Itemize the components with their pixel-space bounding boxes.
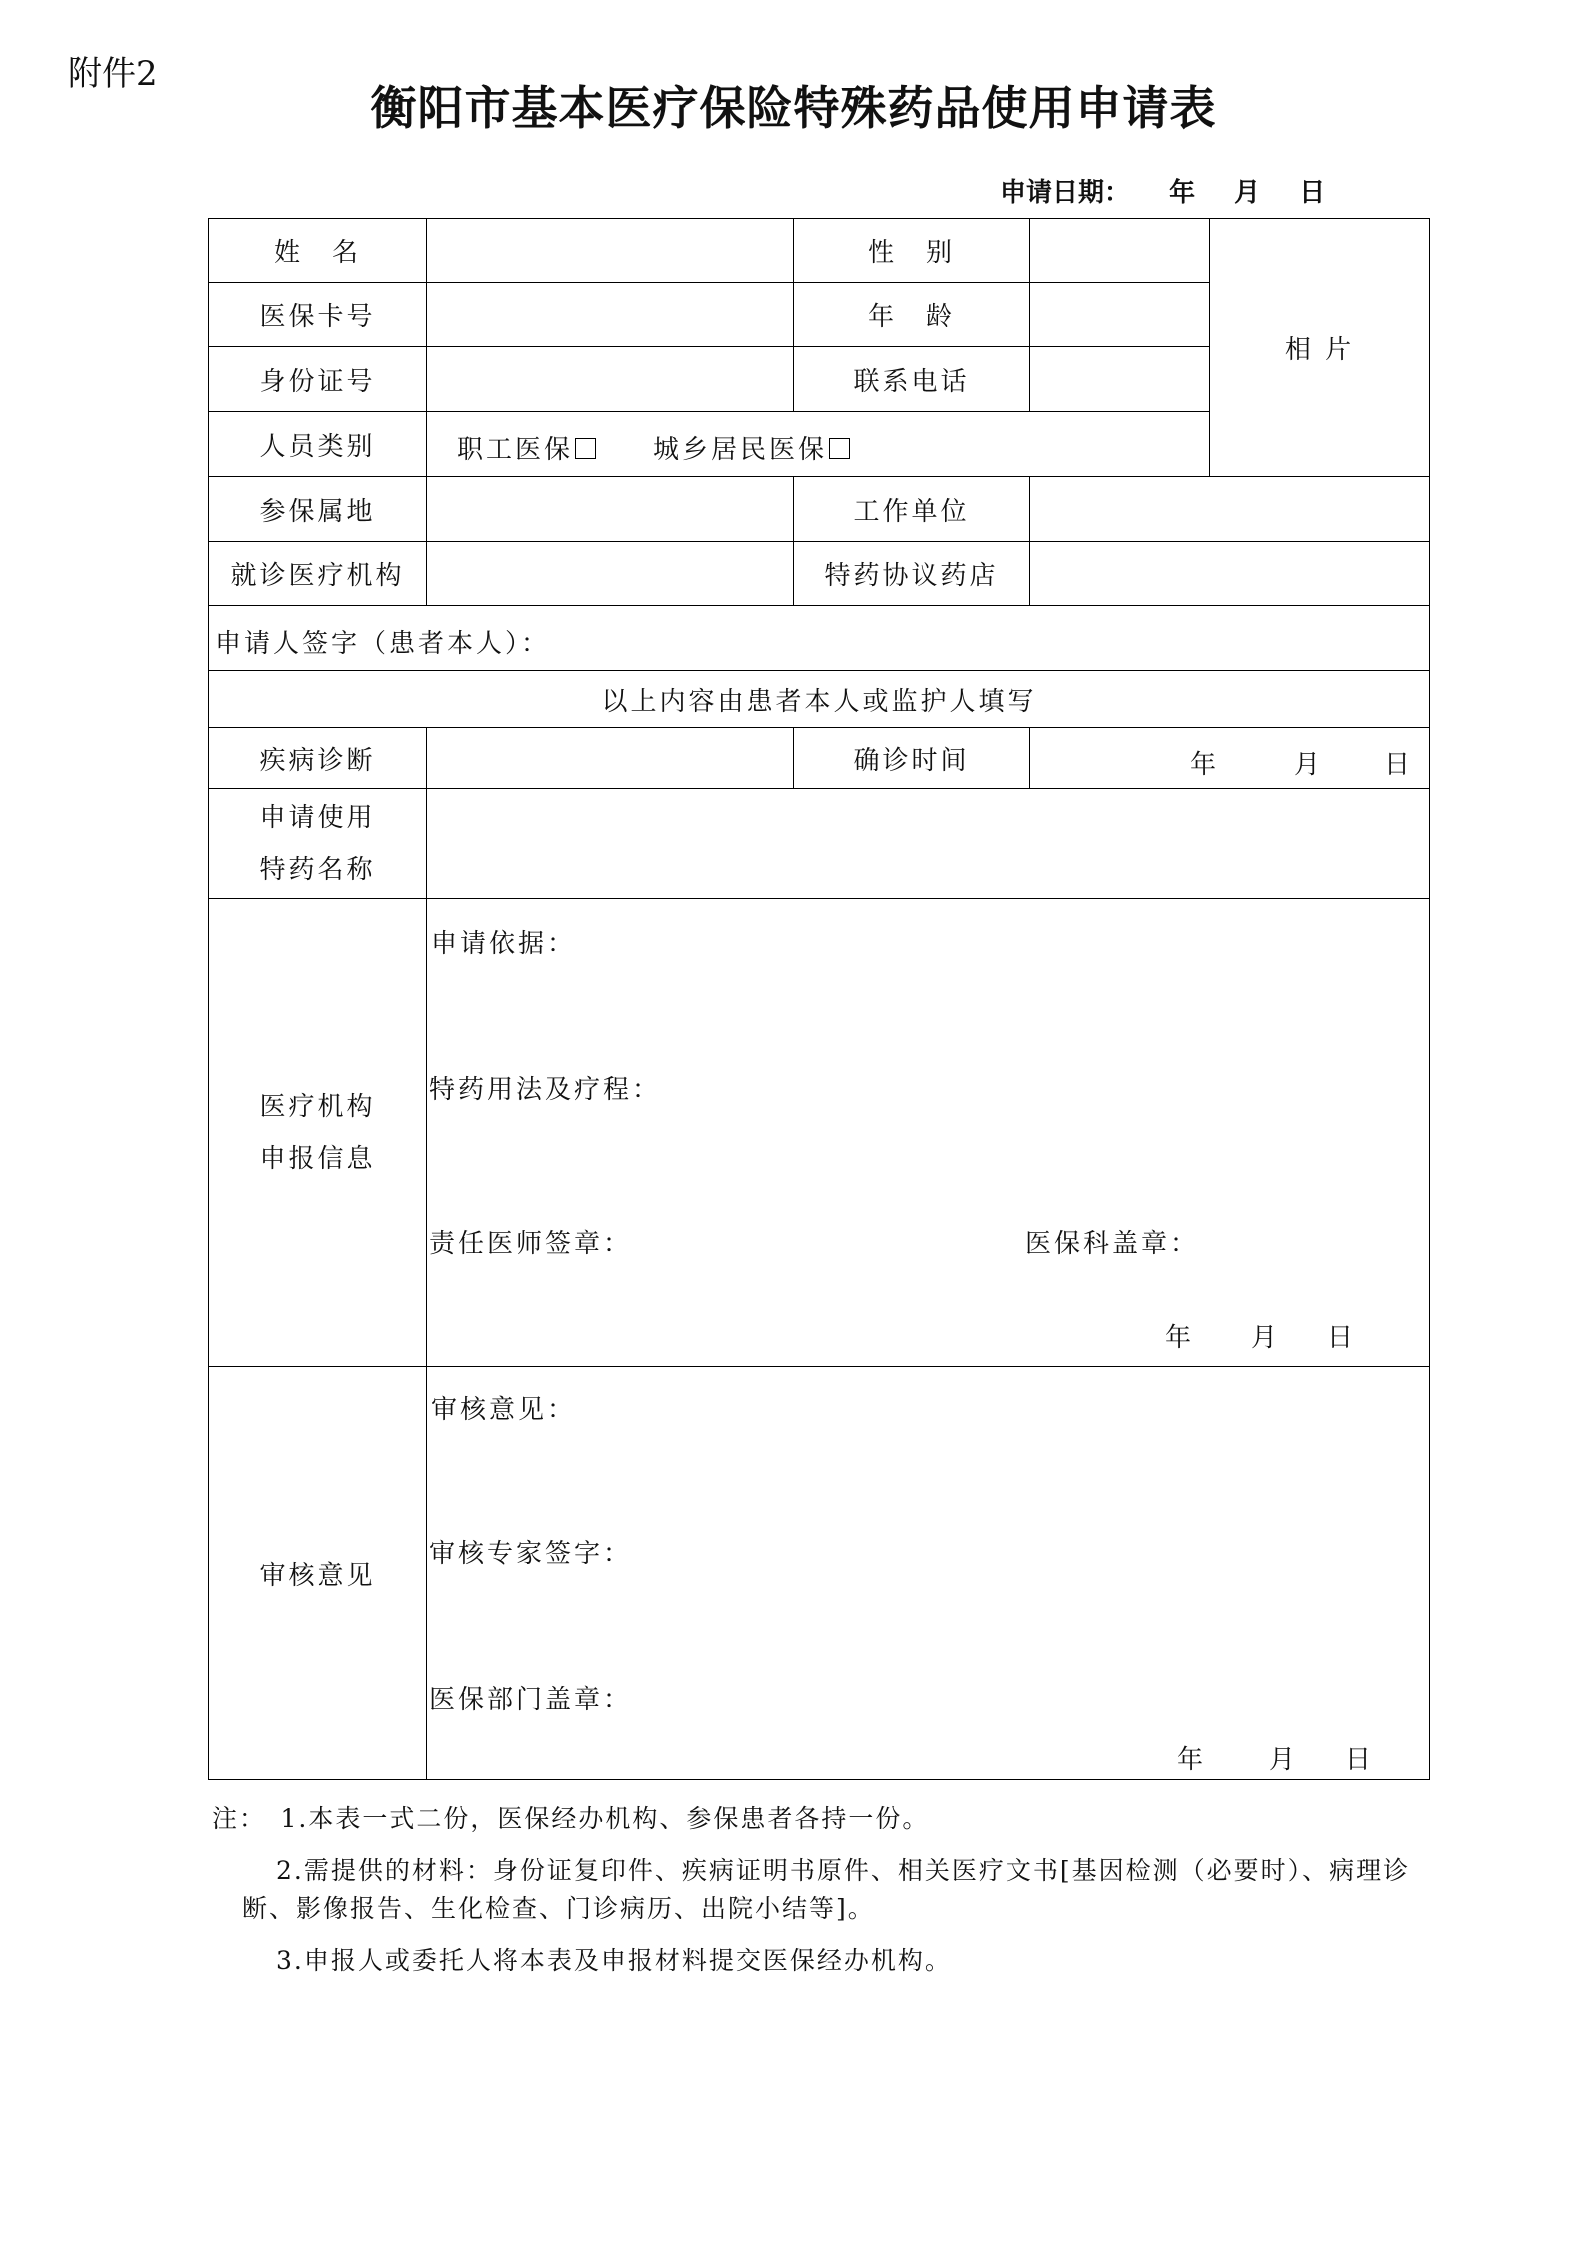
input-card-no[interactable] <box>426 282 794 347</box>
label-applicant-sign: 申请人签字（患者本人）： <box>215 629 551 659</box>
option-employee[interactable] <box>457 429 596 466</box>
label-review: 审核意见 <box>208 1366 427 1780</box>
input-insured-place[interactable] <box>426 476 794 542</box>
input-pharmacy[interactable] <box>1029 541 1430 606</box>
review-day: 日 <box>1345 1745 1375 1775</box>
diag-month: 月 <box>1294 750 1324 780</box>
input-id-no[interactable] <box>426 346 794 412</box>
notes <box>212 1800 1432 1994</box>
person-type-options <box>426 411 1210 477</box>
label-gender: 性 别 <box>793 218 1030 283</box>
review-area[interactable] <box>426 1366 1430 1780</box>
input-diagnosis-time[interactable] <box>1029 727 1430 789</box>
med-year: 年 <box>1165 1323 1195 1353</box>
label-dept-stamp: 医保部门盖章： <box>429 1685 633 1715</box>
input-work-unit[interactable] <box>1029 476 1430 542</box>
label-review-opinion: 审核意见： <box>431 1395 577 1425</box>
apply-date-label: 申请日期： <box>1000 178 1131 208</box>
label-drug-name-line1: 申请使用 <box>259 802 376 833</box>
label-diagnosis-time: 确诊时间 <box>793 727 1030 789</box>
med-day: 日 <box>1327 1323 1357 1353</box>
input-age[interactable] <box>1029 282 1210 347</box>
label-work-unit: 工作单位 <box>793 476 1030 542</box>
input-phone[interactable] <box>1029 346 1210 412</box>
checkbox-resident[interactable] <box>829 438 850 459</box>
label-hospital: 就诊医疗机构 <box>208 541 427 606</box>
input-gender[interactable] <box>1029 218 1210 283</box>
diag-year: 年 <box>1190 750 1220 780</box>
apply-date-day: 日 <box>1299 178 1326 208</box>
note-2: 2.需提供的材料：身份证复印件、疾病证明书原件、相关医疗文书[基因检测（必要时）、病理诊断、影像报告、生化检查、门诊病历、出院小结等]。 <box>242 1856 1411 1923</box>
option-employee-label: 职工医保 <box>457 435 574 465</box>
label-drug-name-line2: 特药名称 <box>259 854 376 885</box>
input-hospital[interactable] <box>426 541 794 606</box>
label-dept-seal: 医保科盖章： <box>1025 1229 1200 1259</box>
label-age: 年 龄 <box>793 282 1030 347</box>
checkbox-employee[interactable] <box>575 438 596 459</box>
applicant-sign-row[interactable] <box>208 605 1430 671</box>
label-doctor-sign: 责任医师签章： <box>429 1229 633 1259</box>
apply-date-month: 月 <box>1234 178 1261 208</box>
label-pharmacy: 特药协议药店 <box>793 541 1030 606</box>
label-expert-sign: 审核专家签字： <box>429 1539 633 1569</box>
option-resident[interactable] <box>653 429 850 466</box>
med-month: 月 <box>1251 1323 1281 1353</box>
label-insured-place: 参保属地 <box>208 476 427 542</box>
label-id-no: 身份证号 <box>208 346 427 412</box>
filled-by-note: 以上内容由患者本人或监护人填写 <box>208 670 1430 728</box>
photo-box[interactable]: 相 片 <box>1209 218 1430 477</box>
note-1: 注： 1.本表一式二份，医保经办机构、参保患者各持一份。 <box>212 1804 930 1833</box>
option-resident-label: 城乡居民医保 <box>653 435 828 465</box>
label-med-info-line2: 申报信息 <box>259 1143 376 1174</box>
application-form <box>208 218 1430 1780</box>
label-drug-name <box>208 788 427 899</box>
diag-day: 日 <box>1384 750 1414 780</box>
attachment-label: 附件2 <box>68 54 158 94</box>
note-3: 3.申报人或委托人将本表及申报材料提交医保经办机构。 <box>276 1946 952 1975</box>
label-basis: 申请依据： <box>431 929 577 959</box>
apply-date-year: 年 <box>1169 178 1196 208</box>
label-med-info-line1: 医疗机构 <box>259 1091 376 1122</box>
review-month: 月 <box>1269 1745 1299 1775</box>
label-phone: 联系电话 <box>793 346 1030 412</box>
input-diagnosis[interactable] <box>426 727 794 789</box>
label-person-type: 人员类别 <box>208 411 427 477</box>
label-diagnosis: 疾病诊断 <box>208 727 427 789</box>
label-usage: 特药用法及疗程： <box>429 1075 662 1105</box>
page-title: 衡阳市基本医疗保险特殊药品使用申请表 <box>370 81 1217 135</box>
label-card-no: 医保卡号 <box>208 282 427 347</box>
med-info-area[interactable] <box>426 898 1430 1367</box>
apply-date <box>1000 172 1355 209</box>
label-med-info <box>208 898 427 1367</box>
input-name[interactable] <box>426 218 794 283</box>
input-drug-name[interactable] <box>426 788 1430 899</box>
review-year: 年 <box>1177 1745 1207 1775</box>
label-name: 姓 名 <box>208 218 427 283</box>
